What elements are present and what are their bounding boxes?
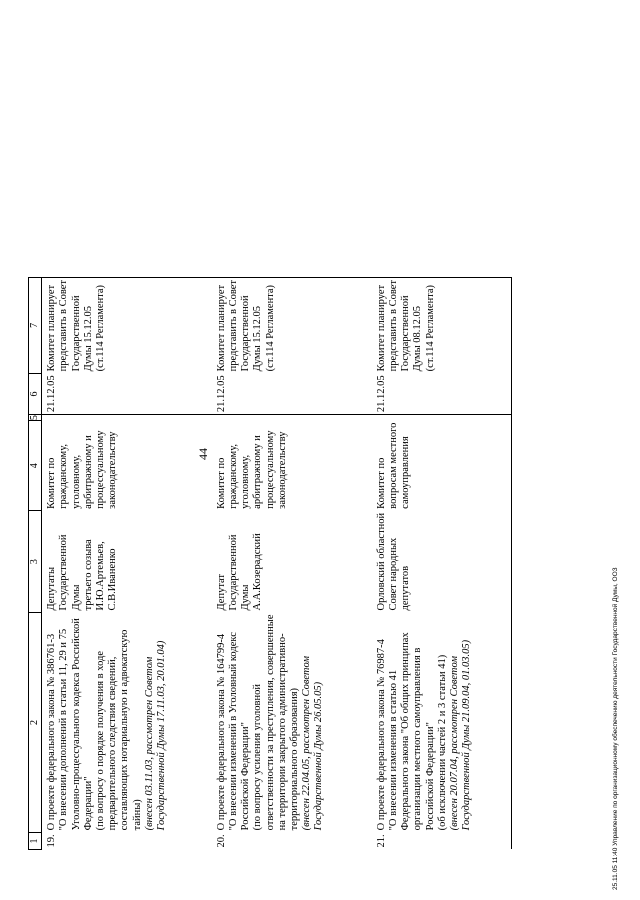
cell-line: Совет народных (387, 537, 399, 611)
cell-line: Государственной Думы 17.11.03, 20.01.04) (156, 640, 168, 831)
initiator-cell (372, 511, 512, 613)
cell-line: "О внесении изменений в Уголовный кодекс (227, 632, 239, 831)
header-cell: 1 (29, 832, 42, 849)
cell-line: Государственной (58, 534, 70, 611)
cell-line: арбитражному и (252, 435, 264, 509)
cell-line: С.В.Иваненко (107, 548, 119, 611)
cell-line: Российской Федерации" (424, 722, 436, 831)
cell-line: (внесен 22.04.05, рассмотрен Советом (301, 655, 313, 831)
table-row (42, 278, 212, 850)
cell-line: представить в Совет (387, 280, 399, 372)
cell-line: Комитет планирует (215, 284, 227, 372)
cell-line: третьего созыва (82, 539, 94, 611)
cell-line: законодательству (107, 431, 119, 509)
header-cell: 3 (29, 511, 42, 613)
plan-cell (372, 278, 512, 374)
cell-line: арбитражному и (82, 435, 94, 509)
empty-cell (212, 415, 372, 421)
cell-line: самоуправления (400, 436, 412, 509)
cell-line: вопросам местного (387, 422, 399, 509)
cell-line: гражданскому, (58, 443, 70, 509)
bills-table (28, 277, 512, 850)
cell-line: Комитет по (375, 457, 387, 509)
cell-line: составляющих нотариальную и адвокатскую (119, 629, 131, 831)
row-number-cell: 20. (215, 834, 227, 848)
cell-line: ответственности за преступления, совершенные (264, 614, 276, 831)
cell-line: Государственной (400, 295, 412, 372)
cell-line: представить в Совет (58, 280, 70, 372)
cell-line: законодательству (276, 431, 288, 509)
cell-line: (ст.114 Регламента) (264, 284, 276, 372)
bill-title-cell (212, 613, 372, 833)
cell-line: "О внесении изменения в статью 41 (387, 669, 399, 831)
cell-line: предварительного следствия сведений, (107, 656, 119, 831)
cell-line: Думы 15.12.05 (252, 305, 264, 372)
cell-line: Государственной (240, 295, 252, 372)
plan-cell (212, 278, 372, 374)
header-cell: 7 (29, 278, 42, 374)
cell-line: (ст.114 Регламента) (95, 284, 107, 372)
cell-line: гражданскому, (227, 443, 239, 509)
date-cell: 21.12.05 (212, 373, 372, 414)
bill-title-cell (372, 613, 512, 833)
cell-line: Комитет планирует (375, 284, 387, 372)
cell-line: территориального образования) (288, 687, 300, 831)
empty-cell (42, 415, 212, 421)
header-row (29, 278, 42, 850)
committee-cell (372, 421, 512, 511)
cell-line: уголовному, (70, 454, 82, 509)
cell-line: Государственной Думы 21.09.04, 01.03.05) (461, 639, 473, 831)
cell-line: (по вопросу о порядке получения в ходе (95, 650, 107, 831)
cell-line: на территории закрытого административно- (276, 633, 288, 831)
cell-line: Федерального закона "Об общих принципах (400, 632, 412, 831)
footer-note: 25.11.05 11:40 Управление по организационному обеспечению деятельности Государственной Думы, ООЗ (612, 567, 619, 890)
row-number-cell: 19. (46, 834, 58, 848)
cell-line: Федерации" (82, 776, 94, 831)
table-row (212, 278, 372, 850)
cell-line: А.А.Козерадский (252, 533, 264, 611)
cell-line: Орловский областной (375, 512, 387, 611)
cell-line: (об исключении частей 2 и 3 статьи 41) (436, 654, 448, 831)
committee-cell (212, 421, 372, 511)
date-cell: 21.12.05 (42, 373, 212, 414)
page-number: 44 (196, 448, 210, 460)
cell-line: (внесен 03.11.03, рассмотрен Советом (143, 656, 155, 831)
cell-line: процессуальному (264, 430, 276, 509)
header-cell: 2 (29, 613, 42, 833)
cell-line: представить в Совет (227, 280, 239, 372)
header-cell: 6 (29, 373, 42, 414)
header-cell: 5 (29, 415, 40, 421)
cell-line: Государственной (70, 295, 82, 372)
cell-line: Думы 15.12.05 (82, 305, 94, 372)
cell-line: Комитет по (46, 457, 58, 509)
date-cell: 21.12.05 (372, 373, 512, 414)
cell-line: процессуальному (95, 430, 107, 509)
cell-line: Российской Федерации" (240, 722, 252, 831)
empty-cell (372, 415, 512, 421)
cell-line: Думы (70, 584, 82, 611)
cell-line: депутатов (400, 565, 412, 611)
cell-line: "О внесении дополнений в статьи 11, 29 и 75 (58, 628, 70, 831)
bill-title-cell (42, 613, 212, 833)
row-number-cell: 21. (372, 832, 512, 849)
cell-line: О проекте федерального закона № 386761-3 (46, 633, 58, 831)
cell-line: О проекте федерального закона № 164799-4 (215, 633, 227, 831)
cell-line: Комитет планирует (46, 284, 58, 372)
cell-line: Думы (240, 584, 252, 611)
cell-line: Государственной (227, 534, 239, 611)
cell-line: тайны) (131, 799, 143, 831)
plan-cell (42, 278, 212, 374)
cell-line: Комитет по (215, 457, 227, 509)
cell-line: И.Ю.Артемьев, (95, 541, 107, 611)
cell-line: уголовному, (240, 454, 252, 509)
cell-line: Уголовно-процессуального кодекса Российской (70, 618, 82, 831)
cell-line: Депутаты (46, 566, 58, 611)
cell-line: О проекте федерального закона № 76987-4 (375, 639, 387, 831)
committee-cell (42, 421, 212, 511)
table-row (372, 278, 512, 850)
cell-line: организации местного самоуправления в (412, 647, 424, 831)
cell-line: (ст.114 Регламента) (424, 284, 436, 372)
cell-line: (по вопросу усиления уголовной (252, 684, 264, 831)
cell-line: Государственной Думы 26.05.05) (313, 681, 325, 831)
initiator-cell (212, 511, 372, 613)
table-body (42, 278, 512, 850)
cell-line: (внесен 20.07.04, рассмотрен Советом (448, 655, 460, 831)
header-cell: 4 (29, 421, 42, 511)
initiator-cell (42, 511, 212, 613)
cell-line: Депутат (215, 573, 227, 611)
cell-line: Думы 08.12.05 (412, 305, 424, 372)
